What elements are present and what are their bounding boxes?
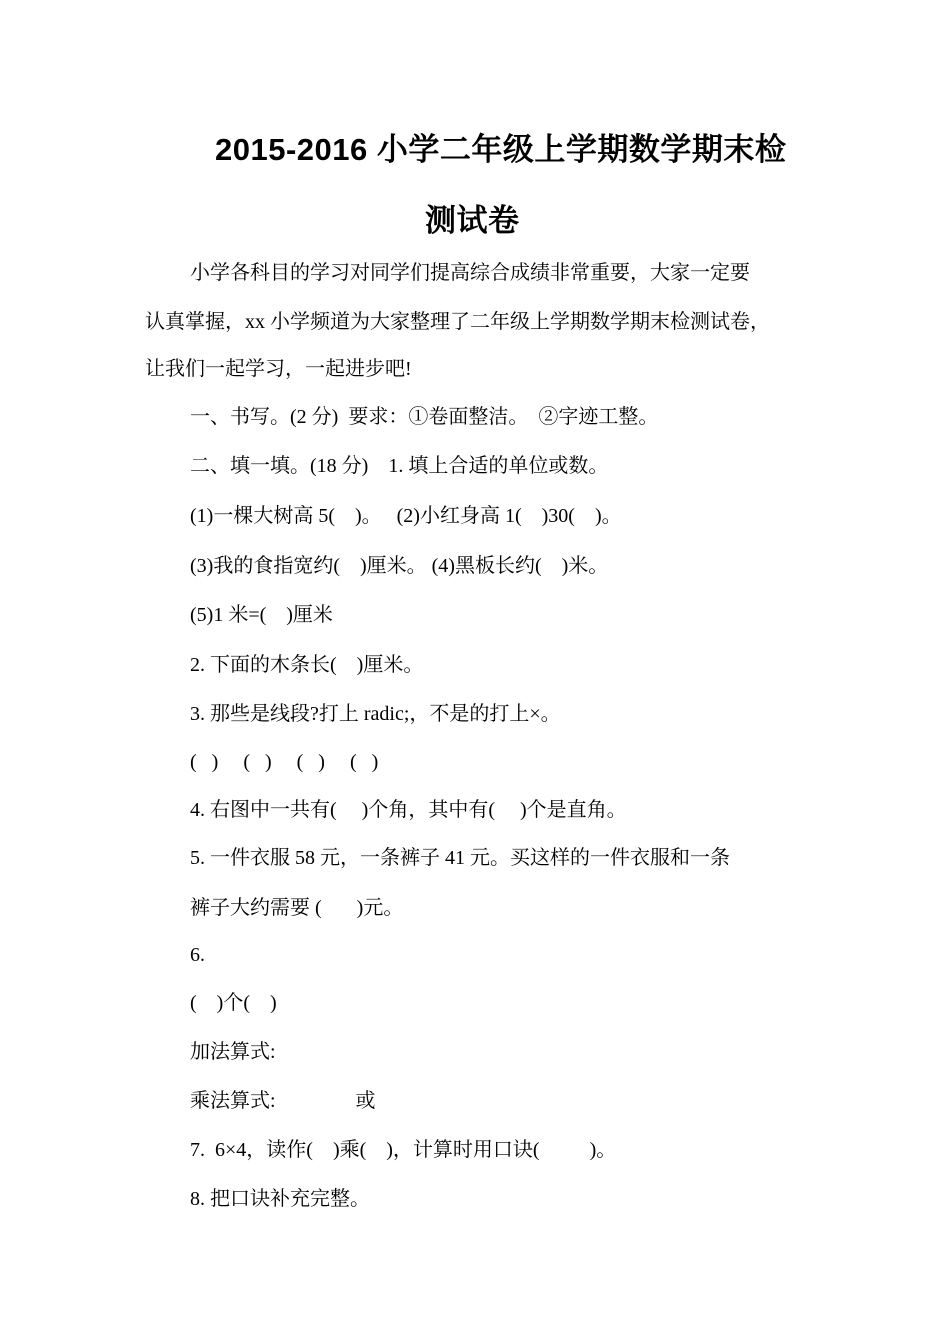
question-line: 8. 把口诀补充完整。	[190, 1188, 370, 1210]
title-line-2: 测试卷	[425, 203, 520, 238]
question-line: 加法算式:	[190, 1041, 276, 1063]
question-line: (3)我的食指宽约( )厘米。 (4)黑板长约( )米。	[190, 555, 609, 577]
question-line: 一、书写。(2 分) 要求：①卷面整洁。 ②字迹工整。	[190, 406, 659, 428]
question-line: ( )个( )	[190, 992, 277, 1014]
intro-line-1: 小学各科目的学习对同学们提高综合成绩非常重要，大家一定要	[190, 262, 750, 284]
question-line: 2. 下面的木条长( )厘米。	[190, 654, 424, 676]
question-line: 3. 那些是线段?打上 radic;，不是的打上×。	[190, 703, 561, 725]
question-line: 6.	[190, 944, 205, 966]
title-line-1: 2015-2016 小学二年级上学期数学期末检	[215, 132, 787, 167]
question-line: 二、填一填。(18 分) 1. 填上合适的单位或数。	[190, 455, 609, 477]
intro-line-3: 让我们一起学习，一起进步吧!	[145, 358, 412, 380]
question-line: 5. 一件衣服 58 元，一条裤子 41 元。买这样的一件衣服和一条	[190, 847, 730, 869]
question-line: (5)1 米=( )厘米	[190, 604, 333, 626]
intro-line-2: 认真掌握，xx 小学频道为大家整理了二年级上学期数学期末检测试卷，	[145, 311, 770, 333]
question-line: 乘法算式: 或	[190, 1090, 376, 1112]
question-line: 裤子大约需要 ( )元。	[190, 897, 404, 919]
question-line: ( ) ( ) ( ) ( )	[190, 751, 379, 773]
question-line: 4. 右图中一共有( )个角，其中有( )个是直角。	[190, 799, 627, 821]
question-line: 7. 6×4，读作( )乘( )，计算时用口诀( )。	[190, 1139, 617, 1161]
question-line: (1)一棵大树高 5( )。 (2)小红身高 1( )30( )。	[190, 505, 622, 527]
